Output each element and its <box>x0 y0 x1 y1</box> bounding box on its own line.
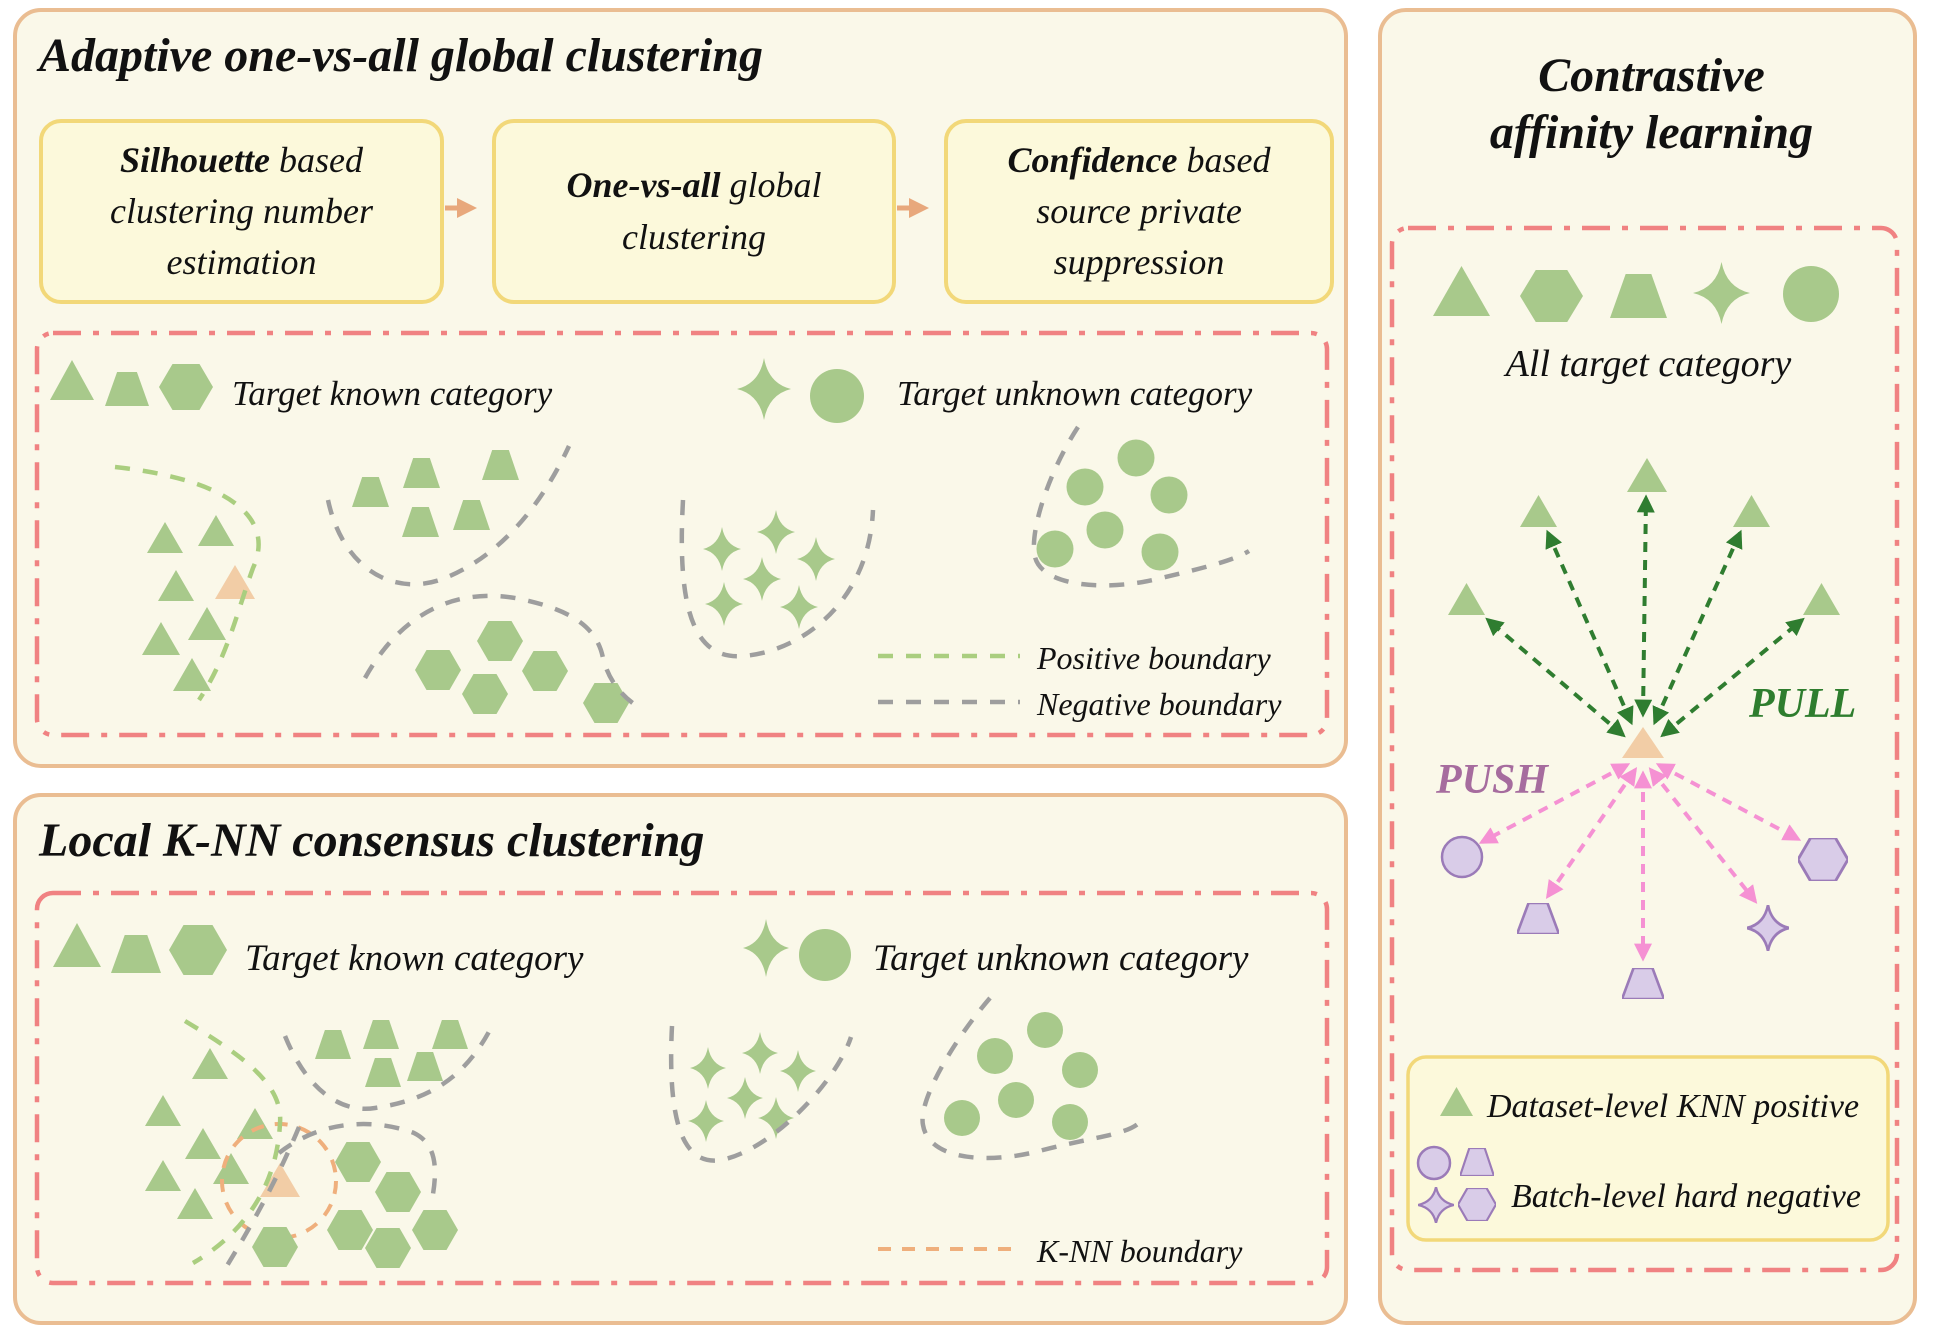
hexagon-icon <box>1798 838 1848 881</box>
hexagon-icon <box>1520 270 1583 322</box>
panel-title-line1: Contrastive <box>1538 49 1765 102</box>
step-keyword: Confidence <box>1007 139 1178 180</box>
known-category-legend-icons <box>50 360 213 410</box>
triangle-icon <box>1433 266 1490 316</box>
push-arrow-icon <box>1651 770 1755 901</box>
step-text <box>73 135 410 288</box>
knn-positive-triangles <box>1448 458 1840 615</box>
trapezoid-icon <box>111 935 161 973</box>
triangle-icon <box>50 360 94 400</box>
hard-negative-label: Batch-level hard negative <box>1511 1178 1861 1215</box>
trapezoid-icon <box>1610 274 1667 318</box>
hexagon-icon <box>1458 1188 1496 1221</box>
step-keyword: Silhouette <box>119 139 271 180</box>
circle-icon <box>1418 1147 1450 1179</box>
push-arrow-icon <box>1659 765 1798 839</box>
trapezoid-icon <box>1622 968 1664 999</box>
negative-boundary-curve <box>328 446 569 584</box>
positive-boundary-label: Positive boundary <box>1037 640 1271 676</box>
pull-label: PULL <box>1749 681 1857 727</box>
all-target-category-label: All target category <box>1505 343 1792 385</box>
step-box-one-vs-all <box>492 119 896 304</box>
circle-icon <box>810 369 864 423</box>
triangle-cluster <box>145 1048 273 1219</box>
known-category-label: Target known category <box>232 374 553 413</box>
unknown-category-label: Target unknown category <box>897 374 1253 413</box>
step-rest: global clustering <box>622 165 822 257</box>
pull-arrow-icon <box>1643 498 1646 714</box>
knn-boundary-label: K-NN boundary <box>1037 1233 1243 1269</box>
negative-boundary-label: Negative boundary <box>1037 686 1282 722</box>
step-keyword: One-vs-all <box>566 165 721 206</box>
trapezoid-cluster <box>315 1020 468 1087</box>
circle-icon <box>1783 266 1839 322</box>
circle-cluster <box>944 1012 1098 1140</box>
step-box-confidence <box>944 119 1334 304</box>
star-icon <box>1693 262 1750 324</box>
all-target-category-icons <box>1433 262 1839 324</box>
star-cluster <box>688 1032 816 1142</box>
trapezoid-icon <box>105 372 149 406</box>
panel-knn-clustering <box>13 793 1348 1325</box>
pull-arrow-icon <box>1655 533 1740 722</box>
push-arrow-icon <box>1548 770 1635 896</box>
panel-title: Adaptive one-vs-all global clustering <box>39 29 763 82</box>
star-icon <box>1747 905 1789 951</box>
star-icon <box>737 358 791 420</box>
anchor-triangle-icon <box>1622 727 1664 758</box>
known-category-legend-icons <box>53 923 227 975</box>
target-sample-triangle-icon <box>215 565 255 599</box>
step-rest: based source private suppression <box>1036 139 1271 283</box>
star-icon <box>743 919 789 977</box>
panel-title <box>1382 48 1921 161</box>
hexagon-icon <box>159 364 213 410</box>
pull-arrow-icon <box>1548 533 1631 722</box>
trapezoid-cluster <box>352 450 519 537</box>
known-category-label: Target known category <box>245 938 584 979</box>
step-rest: based clustering number estimation <box>110 139 373 283</box>
step-box-silhouette <box>39 119 444 304</box>
pull-arrow-icon <box>1488 620 1623 735</box>
circle-icon <box>799 929 851 981</box>
star-cluster <box>703 510 835 629</box>
step-text <box>526 160 862 262</box>
circle-icon <box>1442 837 1482 877</box>
unknown-category-label: Target unknown category <box>873 938 1249 979</box>
panel-contrastive-affinity <box>1378 8 1917 1325</box>
unknown-category-legend-icons <box>737 358 864 423</box>
panel-global-clustering <box>13 8 1348 768</box>
unknown-category-legend-icons <box>743 919 851 981</box>
hexagon-icon <box>169 925 227 975</box>
panel-title: Local K-NN consensus clustering <box>39 814 705 867</box>
triangle-cluster <box>142 515 234 691</box>
triangle-icon <box>53 923 101 967</box>
step-text <box>978 135 1300 288</box>
contrastive-affinity-diagram <box>1378 8 1917 1325</box>
knn-positive-label: Dataset-level KNN positive <box>1487 1088 1860 1125</box>
push-label: PUSH <box>1436 757 1549 803</box>
panel-title-line2: affinity learning <box>1489 105 1814 159</box>
trapezoid-icon <box>1517 903 1559 934</box>
hexagon-cluster <box>415 621 629 723</box>
